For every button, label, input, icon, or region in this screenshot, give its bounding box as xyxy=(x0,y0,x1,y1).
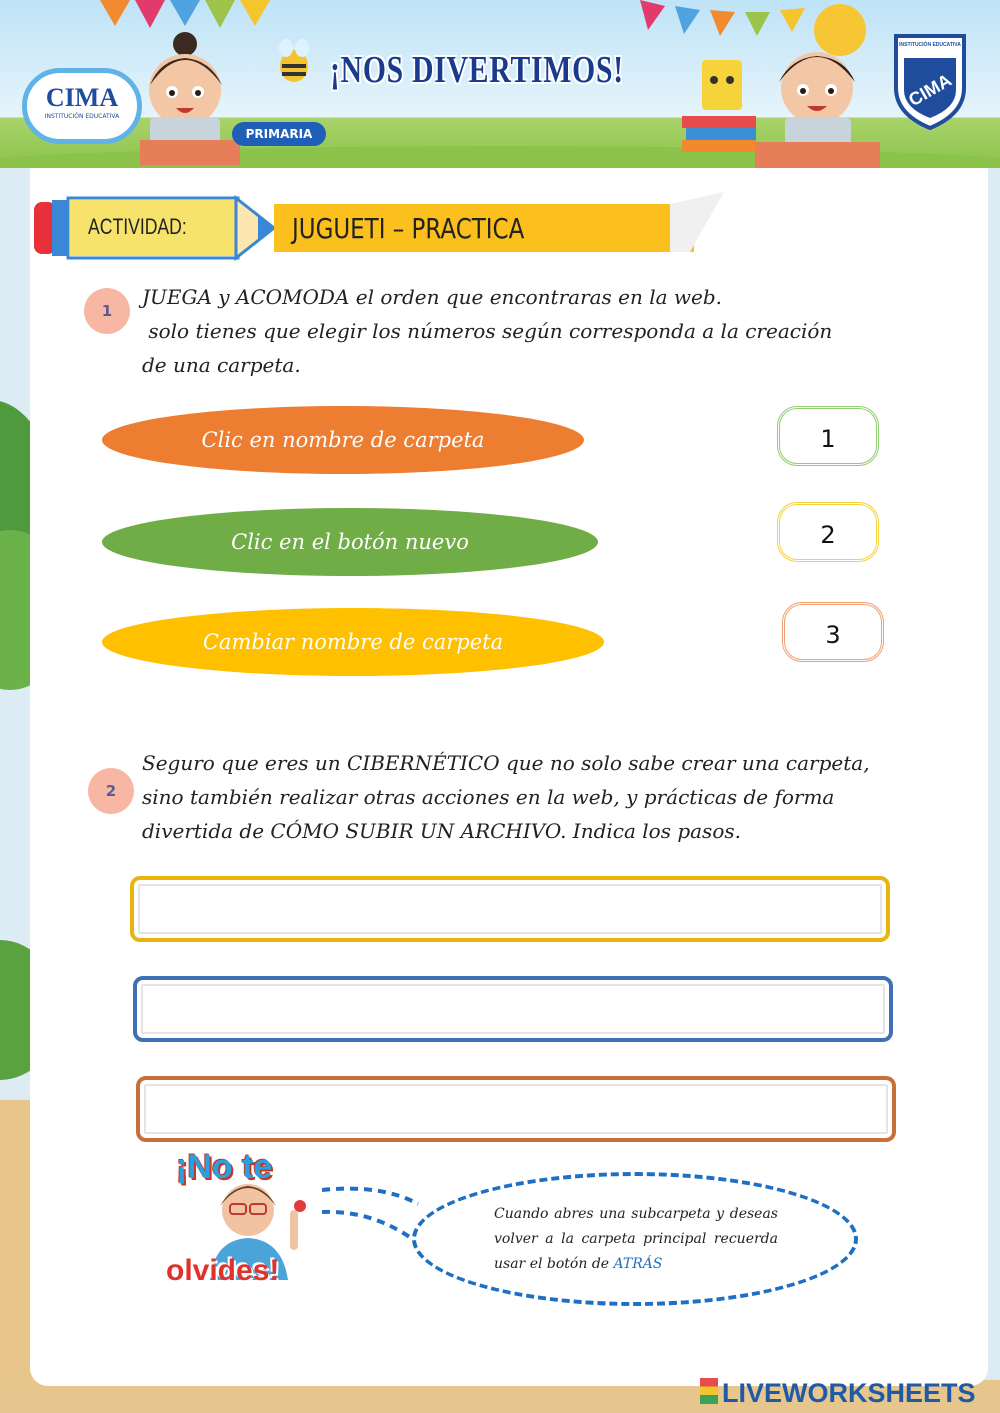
section-2-number: 2 xyxy=(88,768,134,814)
instruction-line: divertida de CÓMO SUBIR UN ARCHIVO. Indica los pasos. xyxy=(142,819,741,843)
reminder-highlight: ATRÁS xyxy=(613,1256,663,1272)
reminder-badge-top: ¡No te xyxy=(176,1148,273,1186)
logo-subtext: INSTITUCIÓN EDUCATIVA xyxy=(44,113,120,120)
step-pill-new-button[interactable]: Clic en el botón nuevo xyxy=(102,508,598,576)
shield-top-text: INSTITUCIÓN EDUCATIVA xyxy=(899,42,961,48)
step-pill-open-folder[interactable]: Clic en nombre de carpeta xyxy=(102,406,584,474)
answer-box-1[interactable] xyxy=(130,876,890,942)
answer-box-2[interactable] xyxy=(133,976,893,1042)
order-select-3[interactable]: 3 xyxy=(782,602,884,662)
liveworksheets-brand xyxy=(700,1378,976,1409)
bee-icon xyxy=(274,36,314,86)
instruction-line: Seguro que eres un CIBERNÉTICO que no solo sabe crear una carpeta, xyxy=(142,751,870,775)
instruction-line: solo tienes que elegir los números según corresponda a la creación xyxy=(142,319,833,343)
step-pill-rename-folder[interactable]: Cambiar nombre de carpeta xyxy=(102,608,604,676)
reminder-body: Cuando abres una subcarpeta y deseas volver a la carpeta principal recuerda usar el botón de xyxy=(494,1206,778,1272)
page-title: ¡NOS DIVERTIMOS! xyxy=(330,49,624,91)
instruction-line: JUEGA y ACOMODA el orden que encontraras en la web. xyxy=(142,285,723,309)
boy-illustration xyxy=(755,30,880,168)
order-select-1[interactable]: 1 xyxy=(777,406,879,466)
brand-text: LIVEWORKSHEETS xyxy=(722,1378,976,1408)
instruction-line: sino también realizar otras acciones en la web, y prácticas de forma xyxy=(142,785,835,809)
girl-illustration xyxy=(140,30,250,165)
reminder-badge-bottom: olvides! xyxy=(166,1254,280,1287)
instruction-line: de una carpeta. xyxy=(142,353,301,377)
brand-logo-icon xyxy=(700,1378,718,1404)
level-badge: PRIMARIA xyxy=(232,122,326,146)
activity-title: JUGUETI – PRACTICA xyxy=(292,212,525,245)
cima-shield-logo xyxy=(892,32,968,130)
books-illustration xyxy=(680,60,760,155)
section-1-number: 1 xyxy=(84,288,130,334)
section-1-instructions xyxy=(142,280,832,382)
dotted-connector xyxy=(322,1184,422,1274)
reminder-text xyxy=(494,1202,778,1277)
logo-text: CIMA xyxy=(45,83,119,112)
answer-box-3[interactable] xyxy=(136,1076,896,1142)
order-select-2[interactable]: 2 xyxy=(777,502,879,562)
activity-label: ACTIVIDAD: xyxy=(88,214,187,239)
header-banner xyxy=(0,0,1000,168)
cima-logo xyxy=(22,68,142,144)
section-2-instructions xyxy=(142,746,870,848)
shield-text: CIMA xyxy=(905,69,955,111)
